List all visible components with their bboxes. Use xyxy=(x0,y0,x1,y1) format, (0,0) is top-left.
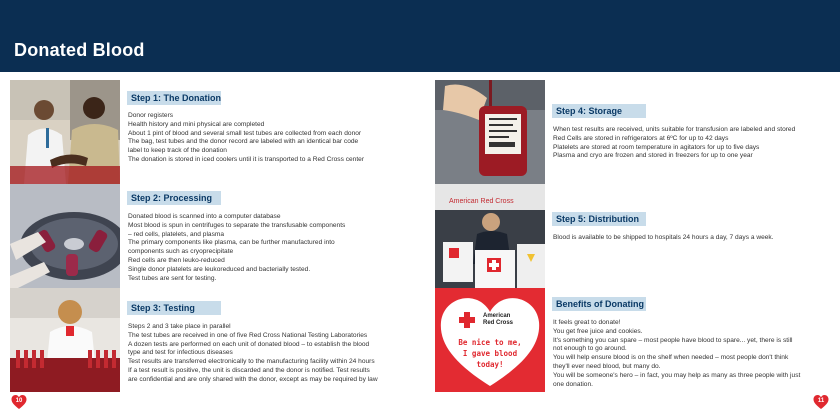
step2-line: The primary components like plasma, can be further manufactured into xyxy=(128,239,335,247)
step3-line: type and test for infectious diseases xyxy=(128,349,233,357)
step1-text xyxy=(128,112,364,165)
step1-line: The bag, test tubes and the donor record are labeled with an identical bar code xyxy=(128,138,359,146)
step3-heading: Step 3: Testing xyxy=(127,301,221,315)
step5-heading: Step 5: Distribution xyxy=(552,212,646,226)
step4-line: When test results are received, units suitable for transfusion are labeled and stored xyxy=(553,126,796,133)
page-title: Donated Blood xyxy=(14,40,145,60)
heart-sticker-graphic xyxy=(435,288,545,392)
step1-line: label to keep track of the donation xyxy=(128,147,227,155)
benefits-line: one donation. xyxy=(553,380,593,388)
step1-line: The donation is stored in iced coolers until it is transported to a Red Cross center xyxy=(128,155,365,163)
page-number-right-text: 11 xyxy=(817,398,825,404)
benefits-line: It feels great to donate! xyxy=(553,319,621,326)
processing-photo xyxy=(10,184,120,288)
red-cross-brand-line1: American xyxy=(483,313,511,319)
benefits-line: they'll ever need blood, but many do. xyxy=(553,362,661,370)
step2-line: Donated blood is scanned into a computer database xyxy=(128,213,281,220)
step2-line: Single donor platelets are leukoreduced and bacterially tested. xyxy=(128,265,311,273)
red-cross-brand-line2: Red Cross xyxy=(483,320,514,326)
page-number-right xyxy=(813,394,829,410)
step2-text xyxy=(128,213,345,283)
step2-line: Most blood is spun in centrifuges to separate the transfusable components xyxy=(128,221,346,229)
step5-line: Blood is available to be shipped to hospitals 24 hours a day, 7 days a week. xyxy=(553,234,774,241)
step4-line: Red Cells are stored in refrigerators at 6ºC for up to 42 days xyxy=(553,134,729,142)
slogan-line2: I gave blood xyxy=(462,349,518,358)
step2-heading: Step 2: Processing xyxy=(127,191,221,205)
step3-line: A dozen tests are performed on each unit of donated blood – to establish the blood xyxy=(128,340,370,348)
step3-line: Steps 2 and 3 take place in parallel xyxy=(128,323,231,330)
page-number-left xyxy=(11,394,27,410)
benefits-line: not enough to go around. xyxy=(553,345,627,353)
step5-text xyxy=(553,234,774,243)
benefits-line: You will help ensure blood is on the shelf when needed – most people don't think xyxy=(553,354,789,362)
slogan-line3: today! xyxy=(476,360,504,369)
page-header xyxy=(0,0,840,72)
step3-line: The test tubes are received in one of five Red Cross National Testing Laboratories xyxy=(128,331,368,339)
benefits-line: It's something you can spare – most people have blood to spare... yet, there is still xyxy=(553,336,793,344)
step3-text xyxy=(128,323,378,385)
step1-line: Health history and mini physical are completed xyxy=(128,120,265,128)
step2-line: Test tubes are sent for testing. xyxy=(128,274,217,282)
storage-photo xyxy=(435,80,545,184)
benefits-text xyxy=(553,319,800,389)
step2-line: – red cells, platelets, and plasma xyxy=(128,230,225,238)
testing-photo xyxy=(10,288,120,392)
benefits-line: You get free juice and cookies. xyxy=(553,327,643,335)
benefits-heading: Benefits of Donating xyxy=(552,297,646,311)
benefits-line: You will be someone's hero – in fact, you may help as many as three people with just xyxy=(553,371,801,379)
step2-line: components such as cryoprecipitate xyxy=(128,248,234,256)
step4-line: Plasma and cryo are frozen and stored in freezers for up to one year xyxy=(553,152,753,160)
slogan-line1: Be nice to me, xyxy=(458,338,522,347)
step3-line: If a test result is positive, the unit is discarded and the donor is notified. Test results xyxy=(128,366,370,374)
page-number-left-text: 10 xyxy=(15,398,23,404)
step3-line: Test results are transferred electronically to the manufacturing facility within 24 hours xyxy=(128,358,375,366)
step2-line: Red cells are then leuko-reduced xyxy=(128,256,225,264)
distribution-photo xyxy=(435,184,545,288)
step1-line: Donor registers xyxy=(128,112,174,119)
step4-heading: Step 4: Storage xyxy=(552,104,646,118)
step1-heading: Step 1: The Donation xyxy=(127,91,221,105)
step1-line: About 1 pint of blood and several small test tubes are collected from each donor xyxy=(128,129,362,137)
cooler-brand-label: American Red Cross xyxy=(449,198,514,205)
donation-photo xyxy=(10,80,120,184)
step3-line: are confidential and are only shared with the donor, except as may be required by law xyxy=(128,375,378,383)
step4-text xyxy=(553,126,795,161)
step4-line: Platelets are stored at room temperature in agitators for up to five days xyxy=(553,143,760,151)
